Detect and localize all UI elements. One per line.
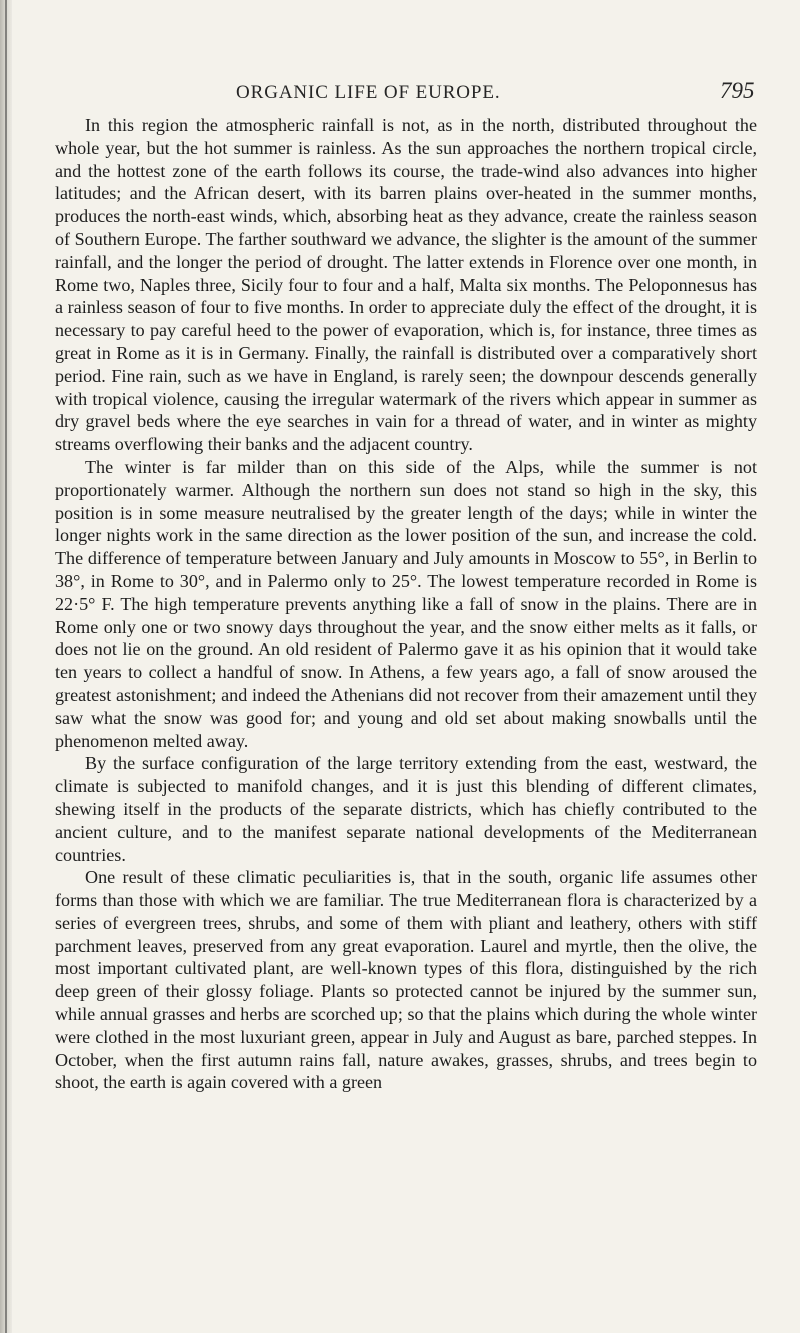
body-text — [55, 114, 757, 1094]
running-title: ORGANIC LIFE OF EUROPE. — [236, 82, 501, 103]
paragraph-winter: The winter is far milder than on this side of the Alps, while the summer is not proportionately warmer. Although the northern sun does not stand so high in the sky, this position is in some measure neutralised by the greater length of the days; while in winter the longer nights work in the same direction as the lower position of the sun, and increase the cold. The difference of temperature between January and July amounts in Moscow to 55°, in Berlin to 38°, in Rome to 30°, and in Palermo only to 25°. The lowest temperature recorded in Rome is 22·5° F. The high temperature prevents anything like a fall of snow in the plains. There are in Rome only one or two snowy days throughout the year, and the snow either melts as it falls, or does not lie on the ground. An old resident of Palermo gave it as his opinion that it would take ten years to collect a handful of snow. In Athens, a few years ago, a fall of snow aroused the greatest astonishment; and indeed the Athenians did not recover from their amazement until they saw what the snow was good for; and young and old set about making snowballs until the phenomenon melted away. — [55, 456, 757, 751]
paragraph-organic-life: One result of these climatic peculiarities is, that in the south, organic life assumes other forms than those with which we are familiar. The true Mediterranean flora is characterized by a series of evergreen trees, shrubs, and some of them with pliant and leathery, others with stiff parchment leaves, preserved from any great evaporation. Laurel and myrtle, then the olive, the most important cultivated plant, are well-known types of this flora, distinguished by the rich deep green of their glossy foliage. Plants so protected cannot be injured by the summer sun, while annual grasses and herbs are scorched up; so that the plains which during the whole winter were clothed in the most luxuriant green, appear in July and August as bare, parched steppes. In October, when the first autumn rains fall, nature awakes, grasses, shrubs, and trees begin to shoot, the earth is again covered with a green — [55, 867, 757, 1093]
paragraph-surface-configuration: By the surface configuration of the large territory extending from the east, westward, the climate is subjected to manifold changes, and it is just this blending of different climates, shewing itself in the products of the separate districts, which has chiefly contributed to the ancient culture, and to the manifest separate national developments of the Mediterranean countries. — [55, 753, 757, 865]
binding-edge — [5, 0, 7, 1333]
binding-gutter — [0, 0, 12, 1333]
paragraph-rainfall: In this region the atmospheric rainfall is not, as in the north, distributed throughout the whole year, but the hot summer is rainless. As the sun approaches the northern tropical circle, and the hottest zone of the earth follows its course, the trade-wind also advances into higher latitudes; and the African desert, with its barren plains over-heated in the summer months, produces the north-east winds, which, absorbing heat as they advance, create the rainless season of Southern Europe. The farther southward we advance, the slighter is the amount of the summer rainfall, and the longer the period of drought. The latter extends in Florence over one month, in Rome two, Naples three, Sicily four to four and a half, Malta six months. The Peloponnesus has a rainless season of four to five months. In order to appreciate duly the effect of the drought, it is necessary to pay careful heed to the power of evaporation, which is, for instance, three times as great in Rome as it is in Germany. Finally, the rainfall is distributed over a comparatively short period. Fine rain, such as we have in England, is rarely seen; the downpour descends generally with tropical violence, causing the irregular watermark of the rivers which appear in summer as dry gravel beds where the eye searches in vain for a thread of water, and in winter as mighty streams overflowing their banks and the adjacent country. — [55, 115, 757, 455]
page-number: 795 — [720, 78, 755, 103]
